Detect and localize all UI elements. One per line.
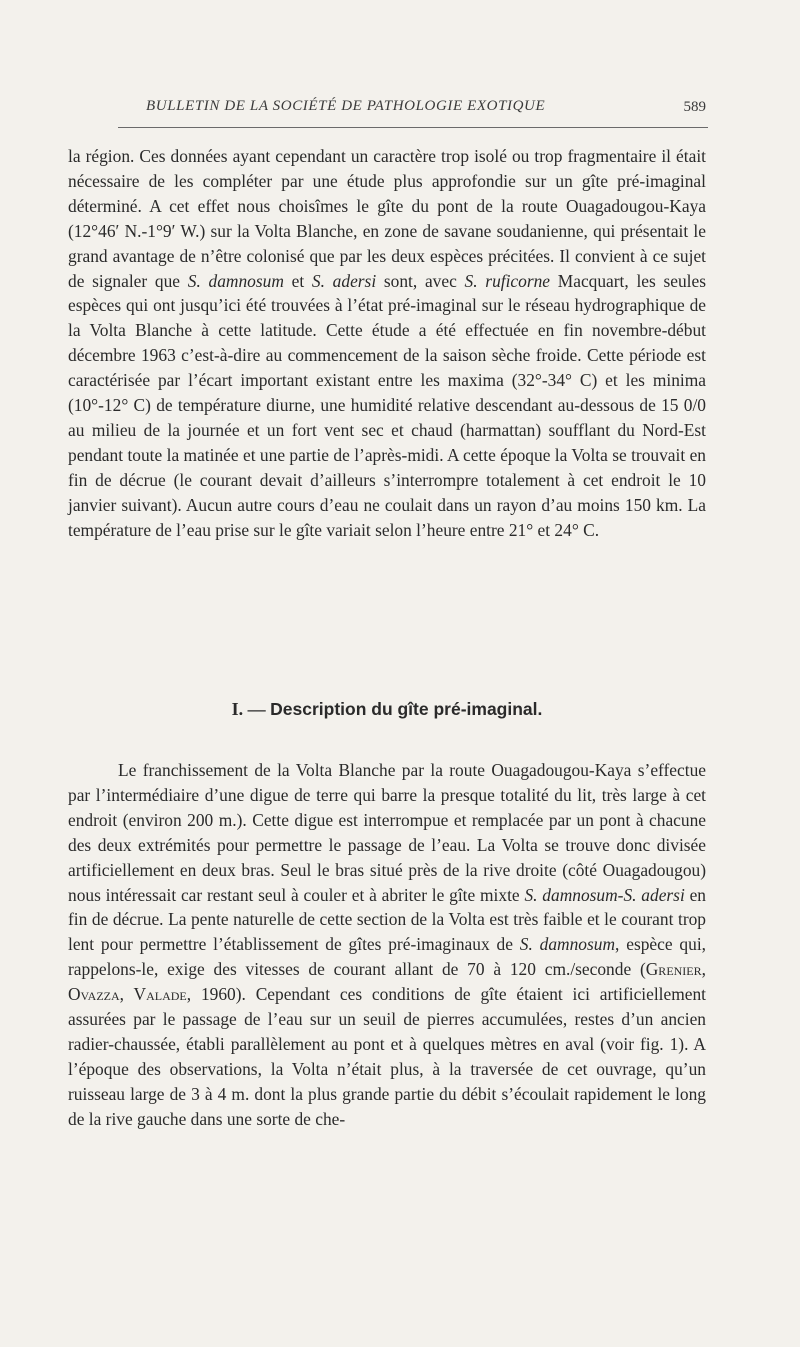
header-rule	[118, 127, 708, 128]
text-run: , 1960). Cependant ces conditions de gîte étaient ici artificiellement assurées par le passage de l’eau sur un seuil de pierres accumulées, restes d’un ancien radier-chaussée, établi parallèlement au pont et à quelques mètres en aval (voir fig. 1). A l’époque des observations, la Volta n’était plus, à la traversée de cet ouvrage, qu’un ruisseau large de 3 à 4 m. dont la plus grande partie du débit s’écoulait rapidement le long de la rive gauche dans une sorte de che-	[68, 984, 706, 1129]
text-run: Le franchissement de la Volta Blanche par la route Ouagadougou-Kaya s’effectue par l’intermédiaire d’une digue de terre qui barre la presque totalité du lit, très large à cet endroit (environ 200 m.). Cette digue est interrompue et remplacée par un pont à chacune des deux extrémités pour permettre le passage de l’eau. La Volta se trouve donc divisée artificiellement en deux bras. Seul le bras situé près de la rive droite (côté Ouagadougou) nous intéressait car restant seul à couler et à abriter le gîte mixte	[68, 760, 706, 905]
species-name: S. damnosum	[187, 270, 284, 291]
body-paragraph-2	[68, 758, 706, 1132]
species-name: S. ruficorne	[464, 270, 551, 291]
text-run: et	[283, 270, 312, 291]
author-names: Grenier, Ovazza, Valade	[68, 959, 706, 1005]
text-run: sont, avec	[376, 270, 465, 291]
text-run: , espèce qui, rappelons-le, exige des vitesses de courant allant de 70 à 120 cm./seconde (	[68, 934, 706, 980]
species-name: S. damnosum	[519, 934, 616, 955]
text-run: la région. Ces données ayant cependant un caractère trop isolé ou trop fragmentaire il était nécessaire de les compléter par une étude plus approfondie sur un gîte pré-imaginal déterminé. A cet effet nous choisîmes le gîte du pont de la route Ouagadougou-Kaya (12°46′ N.-1°9′ W.) sur la Volta Blanche, en zone de savane soudanienne, qui présentait le grand avantage de n’être colonisé que par les deux espèces précitées. Il convient à ce sujet de signaler que	[68, 146, 706, 291]
text-run: Macquart, les seules espèces qui ont jusqu’ici été trouvées à l’état pré-imaginal sur le réseau hydrographique de la Volta Blanche à cette latitude. Cette étude a été effectuée en fin novembre-début décembre 1963 c’est-à-dire au commencement de la saison sèche froide. Cette période est caractérisée par l’écart important existant entre les maxima (32°-34° C) et les minima (10°-12° C) de température diurne, une humidité relative descendant au-dessous de 15 0/0 au milieu de la journée et un fort vent sec et chaud (harmattan) soufflant du Nord-Est pendant toute la matinée et une partie de l’après-midi. A cette époque la Volta se trouvait en fin de décrue (le courant devait d’ailleurs s’interrompre totalement à cet endroit le 10 janvier suivant). Aucun autre cours d’eau ne coulait dans un rayon d’au moins 150 km. La température de l’eau prise sur le gîte variait selon l’heure entre 21° et 24° C.	[68, 270, 707, 540]
species-name: S. damnosum-S. adersi	[524, 884, 685, 905]
species-name: S. adersi	[311, 270, 377, 291]
body-paragraph-1	[68, 144, 706, 543]
section-number: I. —	[231, 699, 266, 719]
running-header	[118, 98, 706, 124]
text-run: en fin de décrue. La pente naturelle de cette section de la Volta est très faible et le courant trop lent pour permettre l’établissement de gîtes pré-imaginaux de	[68, 884, 706, 955]
section-heading	[68, 699, 706, 720]
section-title: Description du gîte pré-imaginal.	[270, 699, 543, 719]
page-number: 589	[683, 99, 706, 115]
journal-title: BULLETIN DE LA SOCIÉTÉ DE PATHOLOGIE EXOTIQUE	[146, 98, 546, 114]
